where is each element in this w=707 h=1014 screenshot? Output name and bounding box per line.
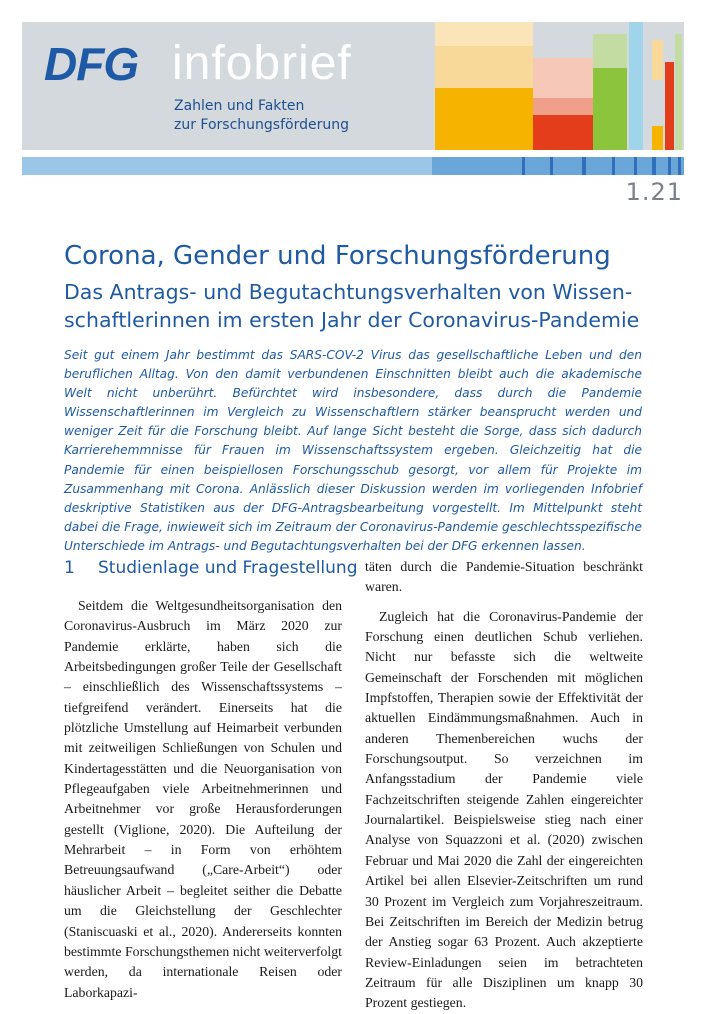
- block-yellow-light-2: [435, 22, 533, 46]
- tagline-line2: zur Forschungsförderung: [174, 117, 349, 133]
- section-heading: [64, 558, 357, 578]
- header-band: [22, 22, 684, 150]
- bar-green-light: [675, 34, 682, 150]
- subtitle-line2: schaftlerinnen im ersten Jahr der Coronavirus-Pandemie: [64, 308, 640, 332]
- page-subtitle: [64, 278, 684, 334]
- block-green-light: [593, 34, 627, 68]
- body-paragraph-continuation: täten durch die Pandemie-Situation beschränkt waren.: [365, 559, 643, 595]
- bar-yellow-top: [652, 40, 663, 80]
- page-title: Corona, Gender und Forschungsförderung: [64, 241, 611, 271]
- logo-infobrief: infobrief: [172, 37, 352, 90]
- tagline: [174, 97, 424, 135]
- bar-cyan: [629, 22, 643, 150]
- color-stripe: [22, 157, 684, 175]
- bar-red: [665, 62, 674, 150]
- logo-dfg: DFG: [44, 38, 139, 90]
- body-column-right: [365, 557, 643, 1014]
- block-yellow: [435, 88, 533, 150]
- issue-number: 1.21: [625, 178, 683, 206]
- block-green: [593, 68, 627, 150]
- section-number: 1: [64, 558, 75, 578]
- body-paragraph: Zugleich hat die Coronavirus-Pandemie der Forschung einen deutlichen Schub verliehen. Nicht nur befasste sich die weltweite Gemeinschaft der Forschenden mit möglichen Impfstoffen, Therapien sowie der Effektivität der aktuellen Eindämmungsmaßnahmen. Auch in anderen Themenbereichen wuchs der Forschungsoutput. So verzeichnen im Anfangsstadium der Pandemie viele Fachzeitschriften steigende Zahlen eingereichter Journalartikel. Beispielsweise stieg nach einer Analyse von Squazzoni et al. (2020) zwischen Februar und Mai 2020 die Zahl der eingereichten Artikel bei allen Elsevier-Zeitschriften um rund 30 Prozent im Vergleich zum Vorjahreszeitraum. Bei Zeitschriften im Bereich der Medizin betrug der Anstieg sogar 63 Prozent. Auch akzeptierte Review-Einladungen seien im betrachteten Zeitraum für alle Disziplinen um knapp 30 Prozent gestiegen.: [365, 608, 643, 1011]
- bar-yellow: [652, 126, 663, 150]
- subtitle-line1: Das Antrags- und Begutachtungsverhalten von Wissen-: [64, 280, 633, 304]
- block-peach: [533, 58, 593, 98]
- block-red: [533, 115, 593, 150]
- body-paragraph: Seitdem die Weltgesundheitsorganisation den Coronavirus-Ausbruch im März 2020 zur Pandemie erklärte, haben sich die Arbeitsbedingungen großer Teile der Gesellschaft – einschließlich des Wissenschaftssystems – tiefgreifend verändert. Einerseits hat die plötzliche Umstellung auf Heimarbeit verbunden mit zeitweiligen Schließungen von Schulen und Kindertagesstätten und die Neuorganisation von Pflegeaufgaben viele Arbeitnehmerinnen und Arbeitnehmer vor große Herausforderungen gestellt (Viglione, 2020). Die Aufteilung der Mehrarbeit – in Form von erhöhtem Betreuungsaufwand („Care-Arbeit“) oder häuslicher Arbeit – begleitet seither die Debatte um die Gleichstellung der Geschlechter (Staniscuaski et al., 2020). Andererseits konnten bestimmte Forschungsthemen nicht weiterverfolgt werden, da internationale Reisen oder Laborkapazi-: [64, 598, 342, 1000]
- intro-abstract: Seit gut einem Jahr bestimmt das SARS-COV-2 Virus das gesellschaftliche Leben und den beruflichen Alltag. Von den damit verbundenen Einschnitten bleibt auch die akademische Welt nicht unberührt. Befürchtet wird insbesondere, dass durch die Pandemie Wissenschaftlerinnen im Vergleich zu Wissenschaftlern stärker beansprucht werden und weniger Zeit für die Forschung bleibt. Auf lange Sicht besteht die Sorge, dass sich dadurch Karrierehemmnisse für Frauen im Wissenschaftssystem ergeben. Gleichzeitig hat die Pandemie für einen beispiellosen Forschungsschub gesorgt, vor allem für Projekte im Zusammenhang mit Corona. Anlässlich dieser Diskussion werden im vorliegenden Infobrief deskriptive Statistiken aus der DFG-Antragsbearbeitung vorgestellt. Im Mittelpunkt steht dabei die Frage, inwieweit sich im Zeitraum der Coronavirus-Pandemie geschlechtsspezifische Unterschiede im Antrags- und Begutachtungsverhalten bei der DFG erkennen lassen.: [64, 348, 642, 553]
- block-orange: [533, 98, 593, 115]
- tagline-line1: Zahlen und Fakten: [174, 98, 305, 114]
- section-title: Studienlage und Fragestellung: [98, 558, 358, 578]
- body-column-left: [64, 596, 342, 1003]
